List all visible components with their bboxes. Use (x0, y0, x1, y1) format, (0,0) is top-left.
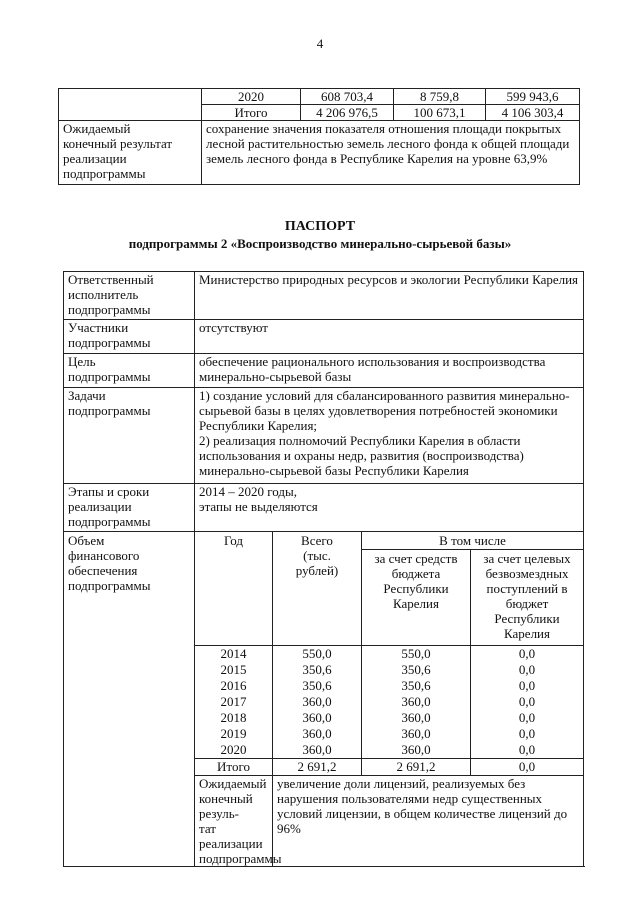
budget-cell: 550,0 (362, 646, 471, 663)
table-row (64, 484, 584, 532)
total-cell: 360,0 (273, 726, 362, 742)
result-text: сохранение значения показателя отношения площади покрытых лесной растительностью земель лесного фонда к общей площади земель лесного фонда в Республике Карелия на уровне 63,9% (202, 121, 580, 185)
grants-cell: 0,0 (471, 694, 584, 710)
value-cell: 599 943,6 (486, 89, 580, 105)
table-row (64, 388, 584, 484)
passport-subtitle: подпрограммы 2 «Воспроизводство минерально-сырьевой базы» (128, 236, 512, 251)
stages-label: Этапы и сроки реализации подпрограммы (64, 484, 195, 532)
passport-title: ПАСПОРТ (284, 219, 356, 234)
grants-cell: 0,0 (471, 662, 584, 678)
table-row (64, 354, 584, 388)
budget-cell: 350,6 (362, 662, 471, 678)
budget-cell: 360,0 (362, 726, 471, 742)
year-cell: 2017 (195, 694, 273, 710)
result-label: Ожидаемый конечный резуль- тат реализации подпрограммы (195, 776, 273, 867)
stages-value: 2014 – 2020 годы, этапы не выделяются (195, 484, 584, 532)
table-row (59, 105, 580, 121)
grants-cell: 0,0 (471, 710, 584, 726)
budget-cell: 360,0 (362, 742, 471, 759)
table-row (64, 320, 584, 354)
table-row (64, 532, 584, 550)
total-cell: 550,0 (273, 646, 362, 663)
participants-label: Участники подпрограммы (64, 320, 195, 354)
grants-cell: 0,0 (471, 678, 584, 694)
tasks-label: Задачи подпрограммы (64, 388, 195, 484)
grants-cell: 0,0 (471, 759, 584, 776)
result-value: увеличение доли лицензий, реализуемых без нарушения пользователями недр существенных условий лицензии, в общем количестве лицензий до 96% (273, 776, 584, 867)
year-cell: Итого (195, 759, 273, 776)
goal-value: обеспечение рационального использования и воспроизводства минерально-сырьевой базы (195, 354, 584, 388)
table-row (64, 272, 584, 320)
table-row (59, 121, 580, 185)
page-number: 4 (316, 36, 324, 51)
tasks-value: 1) создание условий для сбалансированного развития минерально-сырьевой базы в целях удовлетворения потребностей экономики Республики Карелия; 2) реализация полномочий Республики Карелия в области использования и охраны недр, развития (воспроизводства) минерально-сырьевой базы Республики Карелия (195, 388, 584, 484)
grants-cell: 0,0 (471, 742, 584, 759)
label-cell (59, 105, 202, 121)
budget-header: за счет средств бюджета Республики Карелия (362, 550, 471, 646)
grants-cell: 0,0 (471, 726, 584, 742)
budget-cell: 360,0 (362, 710, 471, 726)
result-label: Ожидаемый конечный результат реализации подпрограммы (59, 121, 202, 185)
total-cell: 608 703,4 (301, 89, 394, 105)
year-header: Год (195, 532, 273, 646)
year-cell: 2020 (195, 742, 273, 759)
total-cell: 350,6 (273, 662, 362, 678)
year-cell: 2014 (195, 646, 273, 663)
total-header: Всего (тыс. рублей) (273, 532, 362, 646)
total-cell: 360,0 (273, 694, 362, 710)
value-cell: 4 106 303,4 (486, 105, 580, 121)
year-cell: 2020 (202, 89, 301, 105)
finance-label: Объем финансового обеспечения подпрограммы (64, 532, 195, 867)
table-row (59, 89, 580, 105)
grants-header: за счет целевых безвозмездных поступлений в бюджет Республики Карелия (471, 550, 584, 646)
label-cell (59, 89, 202, 105)
participants-value: отсутствуют (195, 320, 584, 354)
responsible-label: Ответственный исполнитель подпрограммы (64, 272, 195, 320)
year-cell: 2016 (195, 678, 273, 694)
year-cell: 2015 (195, 662, 273, 678)
year-cell: Итого (202, 105, 301, 121)
year-cell: 2018 (195, 710, 273, 726)
passport-table (63, 271, 584, 867)
budget-cell: 2 691,2 (362, 759, 471, 776)
value-cell: 8 759,8 (394, 89, 486, 105)
previous-subprogram-table (58, 88, 580, 185)
grants-cell: 0,0 (471, 646, 584, 663)
including-header: В том числе (362, 532, 584, 550)
budget-cell: 360,0 (362, 694, 471, 710)
year-cell: 2019 (195, 726, 273, 742)
total-cell: 2 691,2 (273, 759, 362, 776)
responsible-value: Министерство природных ресурсов и экологии Республики Карелия (195, 272, 584, 320)
budget-cell: 350,6 (362, 678, 471, 694)
total-cell: 360,0 (273, 742, 362, 759)
total-cell: 350,6 (273, 678, 362, 694)
value-cell: 100 673,1 (394, 105, 486, 121)
goal-label: Цель подпрограммы (64, 354, 195, 388)
total-cell: 4 206 976,5 (301, 105, 394, 121)
total-cell: 360,0 (273, 710, 362, 726)
